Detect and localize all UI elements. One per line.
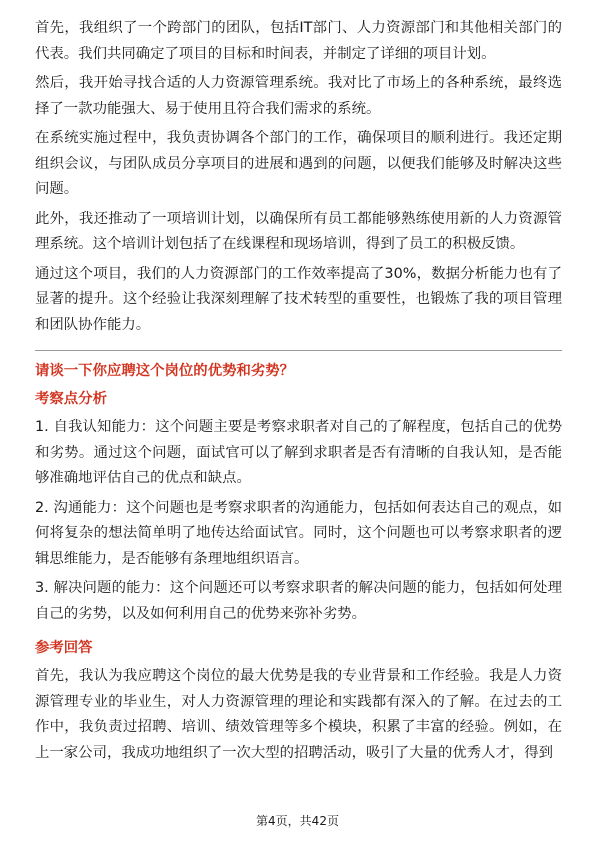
analysis-heading: 考察点分析 bbox=[35, 391, 107, 407]
analysis-item: 1. 自我认知能力：这个问题主要是考察求职者对自己的了解程度，包括自己的优势和劣势。通过这个问题，面试官可以了解到求职者是否有清晰的自我认知，是否能够准确地评估自己的优点和缺点。 bbox=[35, 419, 562, 486]
paragraph: 在系统实施过程中，我负责协调各个部门的工作，确保项目的顺利进行。我还定期组织会议，与团队成员分享项目的进展和遇到的问题，以便我们能够及时解决这些问题。 bbox=[35, 130, 562, 197]
paragraph: 通过这个项目，我们的人力资源部门的工作效率提高了30%，数据分析能力也有了显著的提升。这个经验让我深刻理解了技术转型的重要性，也锻炼了我的项目管理和团队协作能力。 bbox=[35, 265, 562, 333]
paragraph: 首先，我组织了一个跨部门的团队，包括IT部门、人力资源部门和其他相关部门的代表。我们共同确定了项目的目标和时间表，并制定了详细的项目计划。 bbox=[35, 20, 562, 62]
section-divider bbox=[35, 350, 562, 351]
question-heading: 请谈一下你应聘这个岗位的优势和劣势？ bbox=[35, 363, 295, 379]
analysis-item: 2. 沟通能力：这个问题也是考察求职者的沟通能力，包括如何表达自己的观点，如何将复杂的想法简单明了地传达给面试官。同时，这个问题也可以考察求职者的逻辑思维能力，是否能够有条理地组织语言。 bbox=[35, 499, 562, 567]
page-number: 第4页，共42页 bbox=[256, 814, 339, 828]
answer-paragraph: 首先，我认为我应聘这个岗位的最大优势是我的专业背景和工作经验。我是人力资源管理专业的毕业生，对人力资源管理的理论和实践都有深入的了解。在过去的工作中，我负责过招聘、培训、绩效管理等多个模块，积累了丰富的经验。例如，在上一家公司，我成功地组织了一次大型的招聘活动，吸引了大量的优秀人才，得到 bbox=[35, 668, 562, 761]
page-content bbox=[35, 16, 562, 770]
paragraph: 然后，我开始寻找合适的人力资源管理系统。我对比了市场上的各种系统，最终选择了一款功能强大、易于使用且符合我们需求的系统。 bbox=[35, 75, 562, 117]
paragraph: 此外，我还推动了一项培训计划，以确保所有员工都能够熟练使用新的人力资源管理系统。这个培训计划包括了在线课程和现场培训，得到了员工的积极反馈。 bbox=[35, 210, 562, 252]
analysis-item: 3. 解决问题的能力：这个问题还可以考察求职者的解决问题的能力，包括如何处理自己的劣势，以及如何利用自己的优势来弥补劣势。 bbox=[35, 580, 562, 622]
answer-heading: 参考回答 bbox=[35, 640, 93, 656]
